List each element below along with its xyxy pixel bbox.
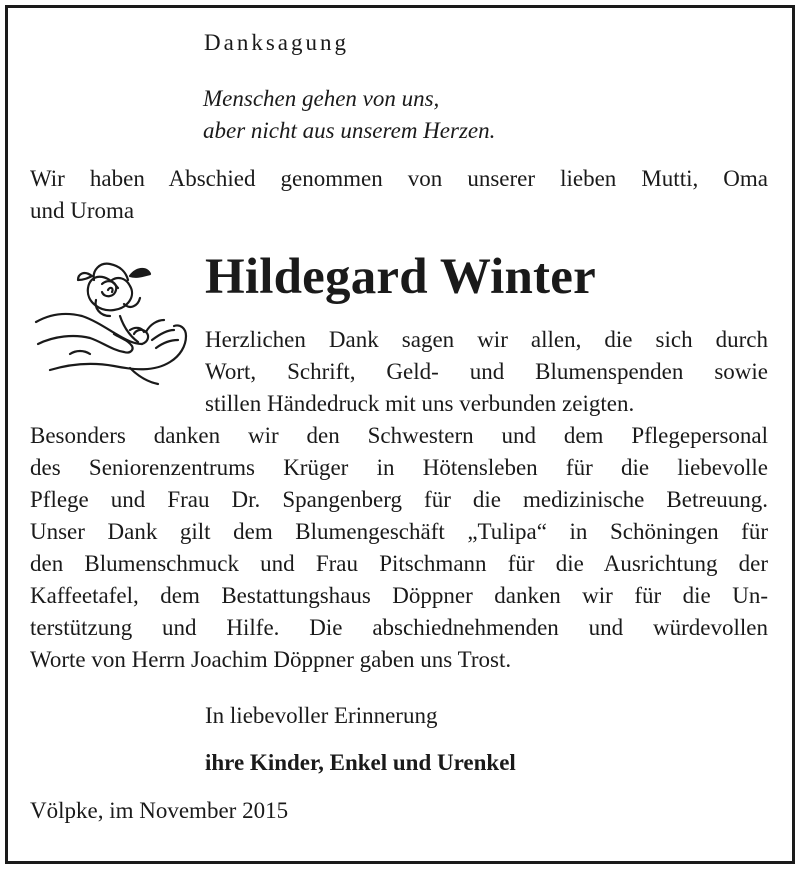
paragraph-line-1: Besonders danken wir den Schwestern und dem Pflegepersonal	[30, 423, 768, 448]
paragraph-line-7: terstützung und Hilfe. Die abschiednehmenden und würdevollen	[30, 615, 768, 640]
signers: ihre Kinder, Enkel und Urenkel	[205, 750, 516, 775]
motto-line-1: Menschen gehen von uns,	[203, 86, 440, 111]
intro-line-2: und Uroma	[30, 198, 135, 223]
main-paragraph	[30, 420, 768, 676]
paragraph-line-3: Pflege und Frau Dr. Spangenberg für die medizinische Betreuung.	[30, 487, 768, 512]
paragraph-line-6: Kaffeetafel, dem Bestattungshaus Döppner danken wir für die Un-	[30, 583, 768, 608]
paragraph-line-2: des Seniorenzentrums Krüger in Hötensleben für die liebevolle	[30, 455, 768, 480]
intro-line-1: Wir haben Abschied genommen von unserer lieben Mutti, Oma	[30, 166, 768, 191]
thanks-line-1: Herzlichen Dank sagen wir allen, die sich durch	[205, 327, 768, 352]
paragraph-line-5: den Blumenschmuck und Frau Pitschmann für die Ausrichtung der	[30, 551, 768, 576]
thanks-text	[205, 324, 768, 420]
paragraph-line-8: Worte von Herrn Joachim Döppner gaben uns Trost.	[30, 647, 512, 672]
thanks-line-3: stillen Händedruck mit uns verbunden zeigten.	[205, 391, 635, 416]
closing-line: In liebevoller Erinnerung	[205, 703, 438, 728]
thanks-line-2: Wort, Schrift, Geld- und Blumenspenden sowie	[205, 359, 768, 384]
intro-text	[30, 163, 768, 227]
place-date: Völpke, im November 2015	[30, 798, 289, 823]
motto-line-2: aber nicht aus unserem Herzen.	[203, 118, 496, 143]
deceased-name: Hildegard Winter	[205, 249, 596, 305]
rose-in-hands-icon	[30, 250, 192, 390]
notice-heading: Danksagung	[204, 30, 349, 55]
paragraph-line-4: Unser Dank gilt dem Blumengeschäft „Tulipa“ in Schöningen für	[30, 519, 768, 544]
